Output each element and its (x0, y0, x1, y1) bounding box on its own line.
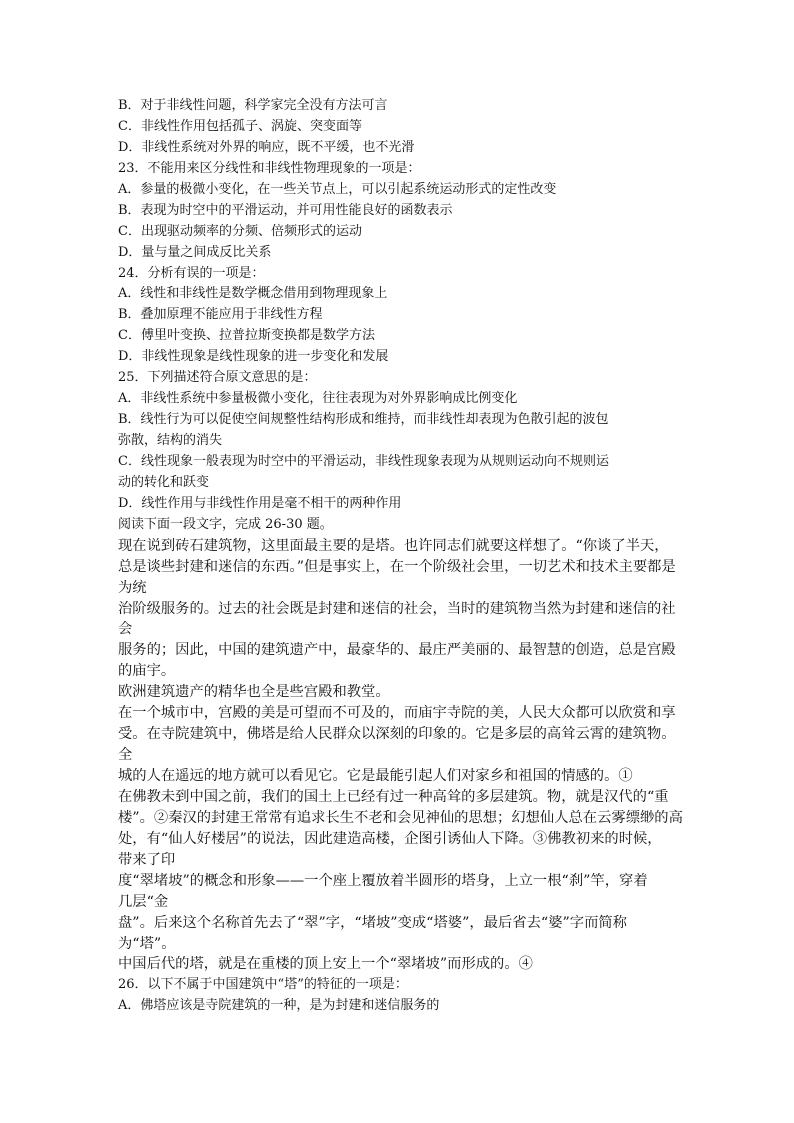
text-line: C．非线性作用包括孤子、涡旋、突变面等 (118, 118, 362, 134)
passage-line: 现在说到砖石建筑物，这里面最主要的是塔。也许同志们就要这样想了。“你谈了半天， (118, 537, 669, 554)
text-line: D．线性作用与非线性作用是毫不相干的两种作用 (118, 495, 402, 511)
question-23: 23．不能用来区分线性和非线性物理现象的一项是： (118, 160, 421, 176)
text-line: 动的转化和跃变 (118, 474, 210, 490)
text-line: B．线性行为可以促使空间规整性结构形成和维持，而非线性却表现为色散引起的波包 (118, 412, 609, 428)
passage-line: 盘”。后来这个名称首先去了“翠”字，“堵坡”变成“塔婆”，最后省去“婆”字而简称 (118, 914, 627, 931)
passage-line: 总是谈些封建和迷信的东西。”但是事实上，在一个阶级社会里，一切艺术和技术主要都是 (118, 558, 676, 575)
passage-line: 城的人在遥远的地方就可以看见它。它是最能引起人们对家乡和祖国的情感的。① (118, 768, 633, 784)
document-page (118, 96, 683, 1017)
text-line: A．参量的极微小变化，在一些关节点上，可以引起系统运动形式的定性改变 (118, 181, 557, 197)
text-line: C．线性现象一般表现为时空中的平滑运动，非线性现象表现为从规则运动向不规则运 (118, 453, 609, 469)
passage-line: 的庙宇。 (118, 663, 176, 680)
reading-instruction: 阅读下面一段文字，完成 26-30 题。 (118, 516, 333, 532)
passage-line: 楼”。②秦汉的封建王常常有追求长生不老和会见神仙的思想；幻想仙人总在云雾缥缈的高 (118, 809, 683, 826)
passage-line: 服务的；因此，中国的建筑遗产中，最豪华的、最庄严美丽的、最智慧的创造，总是宫殿 (118, 642, 676, 659)
passage-line: 欧洲建筑遗产的精华也全是些宫殿和教堂。 (118, 684, 390, 701)
passage-line: 受。在寺院建筑中，佛塔是给人民群众以深刻的印象的。它是多层的高耸云霄的建筑物。 (118, 726, 676, 743)
passage-line: 为“塔”。 (118, 935, 176, 952)
passage-line: 度“翠堵坡”的概念和形象——一个座上覆放着半圆形的塔身，上立一根“刹”竿，穿着 (118, 872, 648, 889)
text-line: A．非线性系统中参量极微小变化，往往表现为对外界影响成比例变化 (118, 391, 518, 407)
passage-line: 会 (118, 621, 133, 638)
passage-line: 治阶级服务的。过去的社会既是封建和迷信的社会，当时的建筑物当然为封建和迷信的社 (118, 600, 676, 617)
question-24: 24．分析有误的一项是： (118, 265, 265, 281)
text-line: B．表现为时空中的平滑运动，并可用性能良好的函数表示 (118, 202, 453, 218)
text-line: C．傅里叶变换、拉普拉斯变换都是数学方法 (118, 328, 375, 344)
question-26: 26．以下不属于中国建筑中“塔”的特征的一项是： (118, 977, 408, 993)
text-line: D．非线性现象是线性现象的进一步变化和发展 (118, 349, 389, 365)
question-25: 25．下列描述符合原文意思的是： (118, 370, 317, 386)
passage-line: 在佛教未到中国之前，我们的国土上已经有过一种高耸的多层建筑。物，就是汉代的“重 (118, 788, 669, 805)
passage-line: 全 (118, 747, 133, 764)
text-line: C．出现驱动频率的分频、倍频形式的运动 (118, 223, 362, 239)
passage-line: 中国后代的塔，就是在重楼的顶上安上一个“翠堵坡”而形成的。④ (118, 956, 533, 973)
passage-line: 处，有“仙人好楼居”的说法，因此建造高楼，企图引诱仙人下降。③佛教初来的时候， (118, 830, 662, 847)
passage-line: 为统 (118, 579, 147, 596)
passage-line: 在一个城市中，宫殿的美是可望而不可及的，而庙宇寺院的美，人民大众都可以欣赏和享 (118, 705, 676, 722)
text-line: B．叠加原理不能应用于非线性方程 (118, 307, 323, 323)
text-line: D．量与量之间成反比关系 (118, 244, 272, 260)
text-line: B．对于非线性问题，科学家完全没有方法可言 (118, 98, 388, 113)
text-line: D．非线性系统对外界的响应，既不平缓，也不光滑 (118, 139, 415, 155)
text-line: A．线性和非线性是数学概念借用到物理现象上 (118, 286, 388, 302)
text-line: A．佛塔应该是寺院建筑的一种，是为封建和迷信服务的 (118, 998, 440, 1014)
passage-line: 带来了印 (118, 851, 176, 868)
text-line: 弥散，结构的消失 (118, 433, 223, 448)
passage-line: 几层“金 (118, 893, 169, 910)
